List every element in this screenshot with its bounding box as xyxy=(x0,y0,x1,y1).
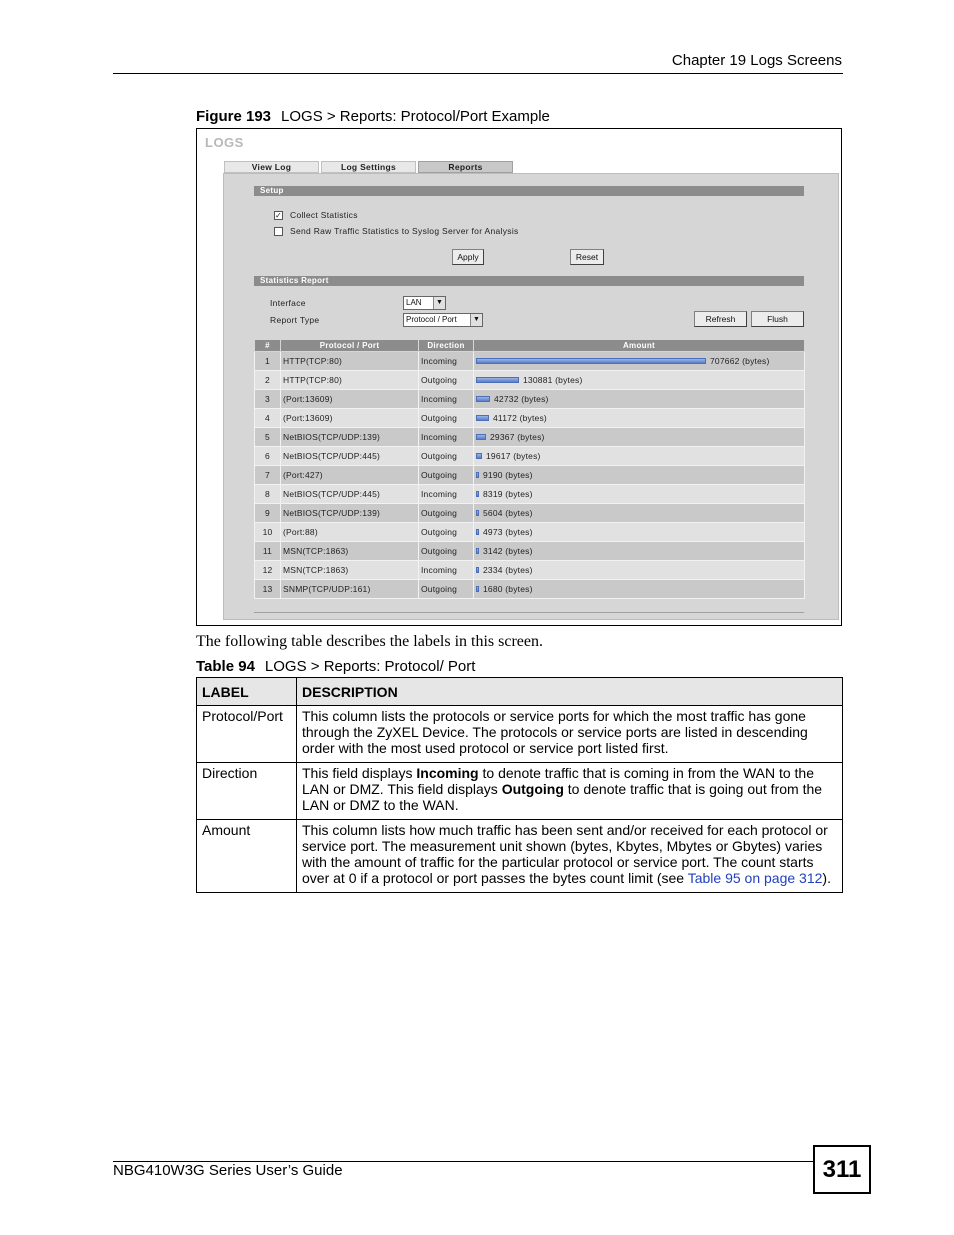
amount-bar xyxy=(476,548,479,554)
amount-cell xyxy=(476,565,804,575)
row-direction: Incoming xyxy=(419,352,474,371)
chevron-down-icon: ▼ xyxy=(470,314,482,326)
column-header-direction: Direction xyxy=(419,340,474,352)
chapter-title: Chapter 19 Logs Screens xyxy=(671,52,842,69)
row-amount xyxy=(474,352,805,371)
amount-text: 707662 (bytes) xyxy=(710,356,770,366)
row-number: 8 xyxy=(255,485,281,504)
table-row xyxy=(255,466,805,485)
amount-text: 3142 (bytes) xyxy=(483,546,533,556)
row-protocol: HTTP(TCP:80) xyxy=(281,352,419,371)
page-number: 311 xyxy=(813,1145,871,1194)
table-caption xyxy=(196,658,475,675)
amount-text: 41172 (bytes) xyxy=(493,413,547,423)
amount-text: 8319 (bytes) xyxy=(483,489,533,499)
row-number: 4 xyxy=(255,409,281,428)
table-95-link[interactable]: Table 95 on page 312 xyxy=(687,870,823,886)
tab-log-settings[interactable]: Log Settings xyxy=(321,161,416,173)
desc-text: to denote traffic that is coming in from the WAN to the LAN or DMZ. This field displays xyxy=(302,765,815,797)
table-row xyxy=(255,485,805,504)
intro-text: The following table describes the labels in this screen. xyxy=(196,633,544,650)
row-number: 3 xyxy=(255,390,281,409)
chevron-down-icon: ▼ xyxy=(433,297,445,309)
amount-text: 19617 (bytes) xyxy=(486,451,541,461)
table-row xyxy=(197,706,843,763)
table-title: LOGS > Reports: Protocol/ Port xyxy=(264,658,476,675)
amount-cell xyxy=(476,489,804,499)
amount-text: 2334 (bytes) xyxy=(483,565,533,575)
reset-button[interactable]: Reset xyxy=(570,249,604,265)
amount-bar xyxy=(476,529,479,535)
row-number: 9 xyxy=(255,504,281,523)
row-protocol: HTTP(TCP:80) xyxy=(281,371,419,390)
row-direction: Incoming xyxy=(419,428,474,447)
amount-cell xyxy=(476,432,804,442)
row-direction: Incoming xyxy=(419,485,474,504)
statistics-table xyxy=(254,339,805,599)
row-protocol: (Port:427) xyxy=(281,466,419,485)
row-number: 12 xyxy=(255,561,281,580)
amount-bar xyxy=(476,415,489,421)
column-header-amount: Amount xyxy=(474,340,805,352)
row-number: 11 xyxy=(255,542,281,561)
flush-button[interactable]: Flush xyxy=(751,311,804,327)
row-protocol: (Port:13609) xyxy=(281,409,419,428)
row-direction: Incoming xyxy=(419,561,474,580)
table-row xyxy=(255,371,805,390)
row-amount xyxy=(474,371,805,390)
figure-label: Figure 193 xyxy=(196,108,272,125)
amount-cell xyxy=(476,413,804,423)
row-amount xyxy=(474,561,805,580)
row-number: 13 xyxy=(255,580,281,599)
desc-text: This column lists how much traffic has been sent and/or received for each protocol or service port. The measurement unit shown (bytes, Kbytes, Mbytes or Gbytes) varies with the amount of traffic for the particular protocol or service port. The count starts over at 0 if a protocol or port passes the bytes count limit (see xyxy=(302,822,828,886)
row-direction: Outgoing xyxy=(419,542,474,561)
row-protocol: NetBIOS(TCP/UDP:445) xyxy=(281,447,419,466)
desc-text: to denote traffic that is going out from the LAN or DMZ to the WAN. xyxy=(302,781,823,813)
amount-text: 1680 (bytes) xyxy=(483,584,533,594)
label-column-header: LABEL xyxy=(197,678,297,706)
table-row xyxy=(255,447,805,466)
amount-bar xyxy=(476,377,519,383)
row-amount xyxy=(474,447,805,466)
send-raw-checkbox[interactable] xyxy=(274,227,283,236)
apply-button[interactable]: Apply xyxy=(452,249,484,265)
report-type-value: Protocol / Port xyxy=(406,315,457,324)
row-protocol: MSN(TCP:1863) xyxy=(281,542,419,561)
row-amount xyxy=(474,428,805,447)
desc-bold-incoming: Incoming xyxy=(416,765,479,781)
setup-heading: Setup xyxy=(254,186,804,196)
report-type-label: Report Type xyxy=(270,315,320,325)
row-amount xyxy=(474,504,805,523)
row-direction: Outgoing xyxy=(419,504,474,523)
table-row xyxy=(255,561,805,580)
amount-cell xyxy=(476,584,804,594)
amount-bar xyxy=(476,358,706,364)
amount-cell xyxy=(476,527,804,537)
row-description: This column lists the protocols or service ports for which the most traffic has gone through the ZyXEL Device. The protocols or service ports are listed in descending order with the most used protocol or service port listed first. xyxy=(297,706,843,763)
report-type-select[interactable] xyxy=(403,313,483,327)
row-number: 5 xyxy=(255,428,281,447)
send-raw-label: Send Raw Traffic Statistics to Syslog Server for Analysis xyxy=(290,226,519,236)
row-amount xyxy=(474,466,805,485)
amount-cell xyxy=(476,356,804,366)
table-row xyxy=(255,504,805,523)
row-direction: Outgoing xyxy=(419,371,474,390)
amount-text: 130881 (bytes) xyxy=(523,375,583,385)
row-protocol: NetBIOS(TCP/UDP:445) xyxy=(281,485,419,504)
row-label: Direction xyxy=(197,763,297,820)
row-amount xyxy=(474,390,805,409)
figure-caption xyxy=(196,108,550,125)
desc-text: This field displays xyxy=(302,765,417,781)
table-row xyxy=(255,352,805,371)
row-protocol: SNMP(TCP/UDP:161) xyxy=(281,580,419,599)
amount-cell xyxy=(476,394,804,404)
row-direction: Incoming xyxy=(419,390,474,409)
amount-text: 42732 (bytes) xyxy=(494,394,549,404)
row-direction: Outgoing xyxy=(419,447,474,466)
row-protocol: NetBIOS(TCP/UDP:139) xyxy=(281,428,419,447)
table-row xyxy=(255,390,805,409)
amount-cell xyxy=(476,375,804,385)
interface-select[interactable] xyxy=(403,296,446,310)
row-protocol: (Port:13609) xyxy=(281,390,419,409)
row-amount xyxy=(474,542,805,561)
row-label: Amount xyxy=(197,820,297,893)
amount-bar xyxy=(476,510,479,516)
table-row xyxy=(255,523,805,542)
figure-title: LOGS > Reports: Protocol/Port Example xyxy=(281,108,550,125)
column-header-number: # xyxy=(255,340,281,352)
row-description xyxy=(297,763,843,820)
row-amount xyxy=(474,409,805,428)
row-description xyxy=(297,820,843,893)
panel-divider xyxy=(254,612,804,613)
column-header-protocol: Protocol / Port xyxy=(281,340,419,352)
collect-statistics-label: Collect Statistics xyxy=(290,210,358,220)
amount-text: 9190 (bytes) xyxy=(483,470,533,480)
amount-text: 5604 (bytes) xyxy=(483,508,533,518)
amount-bar xyxy=(476,491,479,497)
amount-text: 29367 (bytes) xyxy=(490,432,545,442)
row-direction: Outgoing xyxy=(419,466,474,485)
guide-title: NBG410W3G Series User’s Guide xyxy=(113,1162,343,1179)
collect-statistics-row xyxy=(274,210,358,220)
header-rule xyxy=(113,73,843,74)
amount-cell xyxy=(476,470,804,480)
tab-reports[interactable]: Reports xyxy=(418,161,513,173)
row-number: 2 xyxy=(255,371,281,390)
interface-value: LAN xyxy=(406,298,422,307)
row-number: 10 xyxy=(255,523,281,542)
row-amount xyxy=(474,580,805,599)
description-table xyxy=(196,677,843,893)
amount-bar xyxy=(476,567,479,573)
row-number: 1 xyxy=(255,352,281,371)
row-amount xyxy=(474,523,805,542)
row-direction: Outgoing xyxy=(419,523,474,542)
statistics-rows xyxy=(255,352,805,599)
table-row xyxy=(255,542,805,561)
reports-panel xyxy=(223,173,839,620)
amount-bar xyxy=(476,472,479,478)
table-row xyxy=(255,428,805,447)
amount-bar xyxy=(476,586,479,592)
table-row xyxy=(197,763,843,820)
table-row xyxy=(255,580,805,599)
screen-title: LOGS xyxy=(205,135,244,150)
table-row xyxy=(255,409,805,428)
row-direction: Outgoing xyxy=(419,580,474,599)
figure-screenshot xyxy=(196,128,842,626)
row-amount xyxy=(474,485,805,504)
description-column-header: DESCRIPTION xyxy=(297,678,843,706)
amount-bar xyxy=(476,453,482,459)
tab-view-log[interactable]: View Log xyxy=(224,161,319,173)
desc-text: ). xyxy=(822,870,831,886)
table-row xyxy=(197,820,843,893)
tab-bar xyxy=(224,161,515,173)
refresh-button[interactable]: Refresh xyxy=(694,311,747,327)
amount-cell xyxy=(476,546,804,556)
send-raw-row xyxy=(274,226,519,236)
desc-bold-outgoing: Outgoing xyxy=(501,781,564,797)
collect-statistics-checkbox[interactable]: ✓ xyxy=(275,210,283,220)
interface-label: Interface xyxy=(270,298,306,308)
row-direction: Outgoing xyxy=(419,409,474,428)
statistics-report-heading: Statistics Report xyxy=(254,276,804,286)
row-protocol: NetBIOS(TCP/UDP:139) xyxy=(281,504,419,523)
row-protocol: MSN(TCP:1863) xyxy=(281,561,419,580)
amount-cell xyxy=(476,508,804,518)
row-number: 6 xyxy=(255,447,281,466)
amount-bar xyxy=(476,396,490,402)
amount-bar xyxy=(476,434,486,440)
row-protocol: (Port:88) xyxy=(281,523,419,542)
amount-cell xyxy=(476,451,804,461)
row-label: Protocol/Port xyxy=(197,706,297,763)
amount-text: 4973 (bytes) xyxy=(483,527,533,537)
table-label: Table 94 xyxy=(196,658,255,675)
row-number: 7 xyxy=(255,466,281,485)
